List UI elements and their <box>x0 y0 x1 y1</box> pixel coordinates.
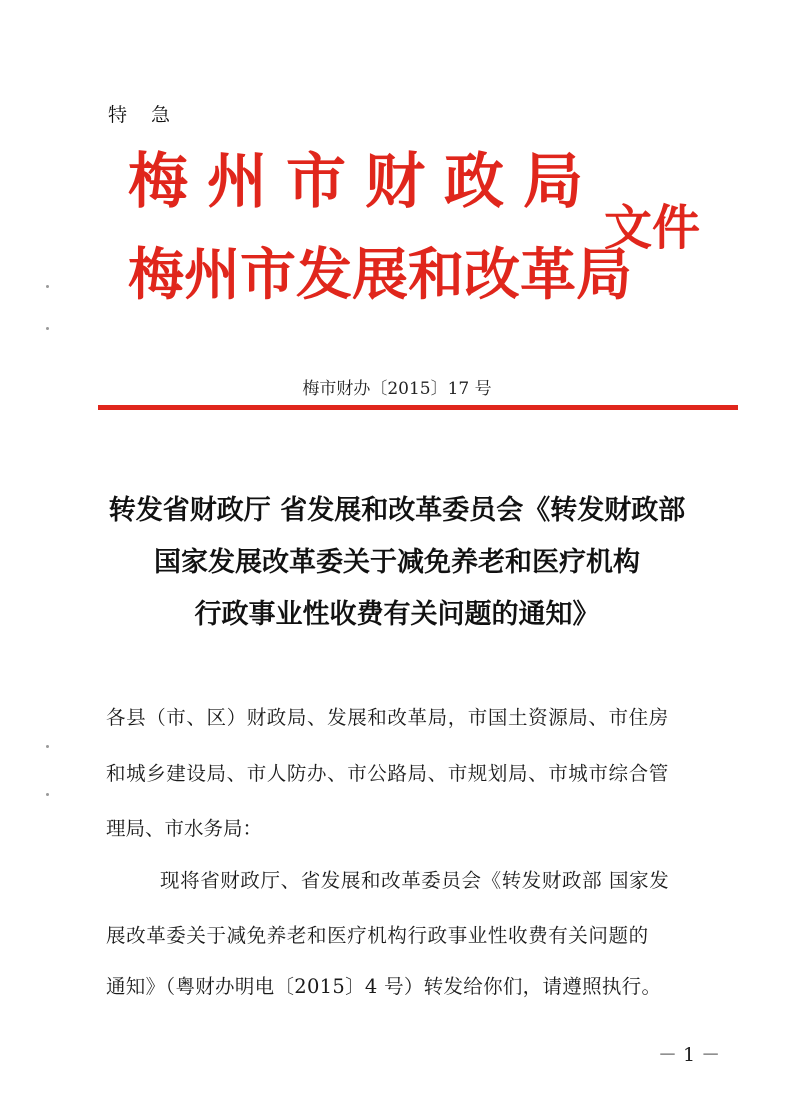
urgency-mark: 特急 <box>108 104 195 126</box>
scan-speck <box>46 285 49 288</box>
document-title-line-1: 转发省财政厅 省发展和改革委员会《转发财政部 <box>108 495 686 526</box>
addressee-line-3: 理局、市水务局： <box>106 817 263 840</box>
document-title-line-3: 行政事业性收费有关问题的通知》 <box>194 599 600 630</box>
addressee-line-2: 和城乡建设局、市人防办、市公路局、市规划局、市城市综合管 <box>106 762 669 785</box>
scan-speck <box>46 793 49 796</box>
page-number: － 1 － <box>658 1044 721 1066</box>
issuer-name-finance-bureau: 梅州市财政局 <box>128 147 602 217</box>
document-title-line-2: 国家发展改革委关于减免养老和医疗机构 <box>154 547 640 578</box>
document-word: 文件 <box>604 200 701 256</box>
addressee-line-1: 各县（市、区）财政局、发展和改革局，市国土资源局、市住房 <box>106 706 669 729</box>
scan-speck <box>46 327 49 330</box>
document-number: 梅市财办〔2015〕17 号 <box>302 379 492 399</box>
red-separator-rule <box>98 405 738 410</box>
body-paragraph-line-2: 展改革委关于减免养老和医疗机构行政事业性收费有关问题的 <box>106 924 649 947</box>
body-paragraph-line-1: 现将省财政厅、省发展和改革委员会《转发财政部 国家发 <box>160 869 670 892</box>
issuer-name-development-reform-bureau: 梅州市发展和改革局 <box>128 243 632 308</box>
scan-speck <box>46 745 49 748</box>
body-paragraph-line-3: 通知》（粤财办明电〔2015〕4 号）转发给你们，请遵照执行。 <box>106 975 662 998</box>
